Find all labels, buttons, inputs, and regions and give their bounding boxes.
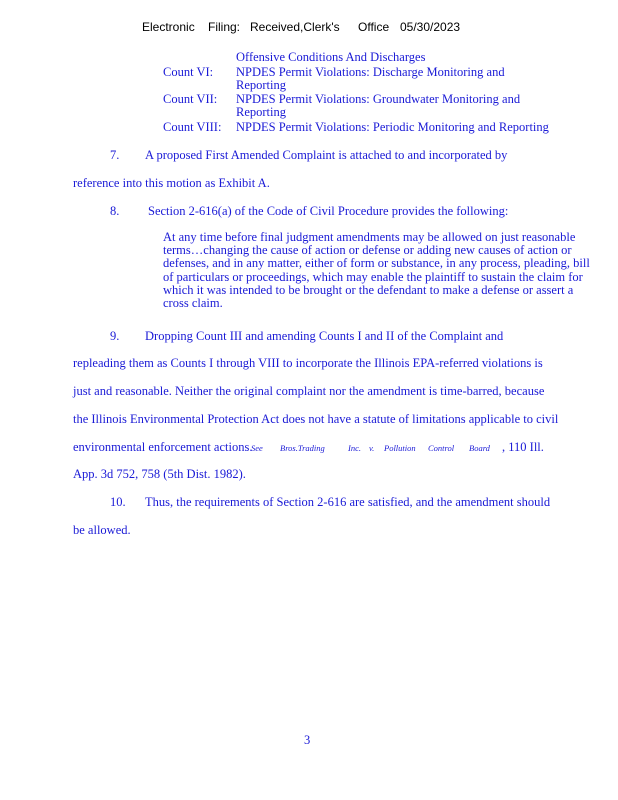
citation-word: v. (369, 443, 375, 453)
paragraph-number: 8. (110, 204, 120, 218)
paragraph-line: repleading them as Counts I through VIII to incorporate the Illinois EPA-referred violations is (73, 356, 543, 370)
count-item-text: Reporting (236, 105, 286, 119)
citation-word: Pollution (384, 443, 416, 453)
citation-word: Control (428, 443, 455, 453)
page-number: 3 (304, 733, 311, 747)
citation-word: Bros.Trading (280, 443, 325, 453)
citation-see: See (251, 443, 263, 453)
count-item-label: Count VI: (163, 65, 214, 79)
count-item-text: Reporting (236, 78, 286, 92)
paragraph-line: Dropping Count III and amending Counts I and II of the Complaint and (145, 329, 504, 343)
count-item-text: NPDES Permit Violations: Discharge Monitoring and (236, 65, 505, 79)
paragraph-number: 10. (110, 495, 126, 509)
paragraph-line: Thus, the requirements of Section 2-616 are satisfied, and the amendment should (145, 495, 551, 509)
count-item-label: Count VII: (163, 92, 218, 106)
citation-word: Board (469, 443, 490, 453)
paragraph-line: environmental enforcement actions. (73, 440, 253, 454)
count-item-text: Offensive Conditions And Discharges (236, 50, 426, 64)
header-date: 05/30/2023 (400, 20, 461, 34)
block-quote: At any time before final judgment amendments may be allowed on just reasonable terms…changing the cause of action or defense or adding new causes of action or defenses, and in any matter, either of form or substance, in any process, pleading, bill of particulars or proceedings, which may enable the plaintiff to sustain the claim for which it was intended to be brought or the defendant to make a defense or assert a cross claim. (163, 230, 590, 311)
paragraph-line: Section 2-616(a) of the Code of Civil Procedure provides the following: (148, 204, 509, 218)
paragraph-line: just and reasonable. Neither the original complaint nor the amendment is time-barred, because (73, 384, 545, 398)
count-item-label: Count VIII: (163, 120, 222, 134)
header-filing: Filing: (208, 20, 241, 34)
citation-word: Inc. (348, 443, 361, 453)
paragraph-line: App. 3d 752, 758 (5th Dist. 1982). (73, 467, 246, 481)
header-received: Received,Clerk's (250, 20, 340, 34)
paragraph-line: the Illinois Environmental Protection Act does not have a statute of limitations applicable to civil (73, 412, 559, 426)
header-office: Office (358, 20, 390, 34)
citation-tail: , 110 Ill. (502, 440, 544, 454)
paragraph-number: 9. (110, 329, 120, 343)
paragraph-number: 7. (110, 148, 120, 162)
paragraph-line: A proposed First Amended Complaint is attached to and incorporated by (145, 148, 508, 162)
paragraph-line: reference into this motion as Exhibit A. (73, 176, 270, 190)
count-item-text: NPDES Permit Violations: Groundwater Monitoring and (236, 92, 521, 106)
paragraph-line: be allowed. (73, 523, 131, 537)
count-item-text: NPDES Permit Violations: Periodic Monitoring and Reporting (236, 120, 549, 134)
header-electronic: Electronic (142, 20, 195, 34)
